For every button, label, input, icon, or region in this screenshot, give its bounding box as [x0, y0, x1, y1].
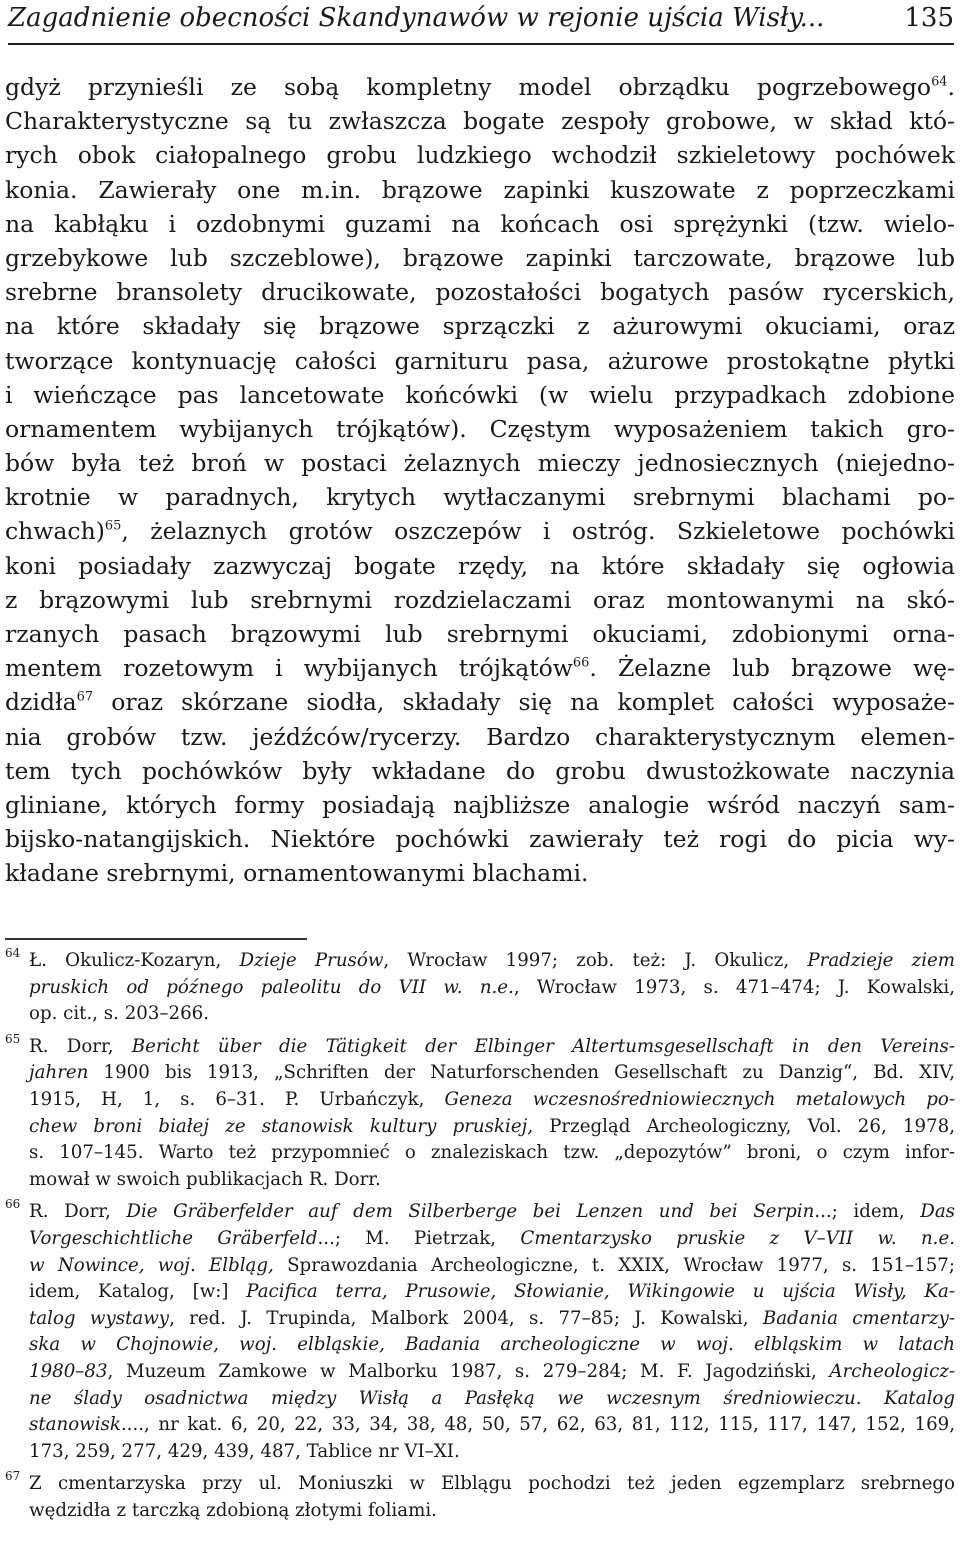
- footnotes: [5, 948, 955, 1530]
- footnote-64: 64 Ł. Okulicz-Kozaryn, Dzieje Prusów, Wrocław 1997; zob. też: J. Okulicz, Pradzieje ziem pruskich od późnego paleolitu do VII w. n.e., Wrocław 1973, s. 471–474; J. Kowalski, op. cit., s. 203–266.: [5, 946, 956, 1025]
- text-line: bijsko-natangijskich. Niektóre pochówki zawierały też rogi do picia wy-: [5, 825, 955, 854]
- text-line: tem tych pochówków były wkładane do grobu dwustożkowate naczynia: [5, 756, 955, 785]
- footnote-number: 67: [5, 1469, 21, 1484]
- text-line: bów była też broń w postaci żelaznych mieczy jednosiecznych (niejedno-: [5, 449, 955, 478]
- footnote-66: 66 R. Dorr, Die Gräberfelder auf dem Silberberge bei Lenzen und bei Serpin...; idem, Das Vorgeschichtliche Gräberfeld...; M. Pietrzak, Cmentarzysko pruskie z V–VII w. n.e. w Nowince, woj. Elbląg, Sprawozdania Archeologiczne, t. XXIX, Wrocław 1977, s. 151–157; idem, Katalog, [w:] Pacifica terra, Prusowie, Słowianie, Wikingowie u ujścia Wisły, Ka- talog wystawy, red. J. Trupinda, Malbork 2004, s. 77–85; J. Kowalski, Badania cmentarzy- ska w Chojnowie, woj. elbląskie, Badania archeologiczne w woj. elbląskim w latach 1980–83, Muzeum Zamkowe w Malborku 1987, s. 279–284; M. F. Jagodziński, Archeologicz- ne ślady osadnictwa między Wisłą a Pasłęką we wczesnym średniowieczu. Katalog stanowisk...., nr kat. 6, 20, 22, 33, 34, 38, 48, 50, 57, 62, 63, 81, 112, 115, 117, 147, 152, 169, 173, 259, 277, 429, 439, 487, Tablice nr VI–XI.: [5, 1197, 956, 1462]
- text-line: tworzące kontynuację całości garnituru pasa, ażurowe prostokątne płytki: [5, 346, 955, 375]
- text-line: Charakterystyczne są tu zwłaszcza bogate zespoły grobowe, w skład któ-: [5, 107, 955, 136]
- text-line: konia. Zawierały one m.in. brązowe zapinki kuszowate z poprzeczkami: [5, 175, 955, 204]
- text-line: nia grobów tzw. jeźdźców/rycerzy. Bardzo charakterystycznym elemen-: [5, 722, 955, 751]
- running-title: Zagadnienie obecności Skandynawów w rejonie ujścia Wisły...: [8, 3, 825, 33]
- text-line: chwach)$^{65}$, żelaznych grotów oszczepów i ostróg. Szkieletowe pochówki: [5, 517, 955, 546]
- footnote-number: 64: [5, 946, 21, 960]
- page-number: 135: [904, 3, 954, 33]
- text-line: na kabłąku i ozdobnymi guzami na końcach osi sprężynki (tzw. wielo-: [5, 209, 955, 238]
- text-line: srebrne bransolety drucikowate, pozostałości bogatych pasów rycerskich,: [5, 278, 955, 307]
- text-line: ornamentem wybijanych trójkątów). Częstym wyposażeniem takich gro-: [5, 414, 955, 443]
- text-line: na które składały się brązowe sprzączki z ażurowymi okuciami, oraz: [5, 312, 955, 341]
- footnote-number: 66: [5, 1197, 21, 1212]
- text-line: gliniane, których formy posiadają najbliższe analogie wśród naczyń sam-: [5, 790, 955, 819]
- text-line: koni posiadały zazwyczaj bogate rzędy, na które składały się ogłowia: [5, 551, 955, 580]
- header-rule: [8, 43, 954, 45]
- footnote-rule: [5, 938, 307, 940]
- text-line: dzidła$^{67}$ oraz skórzane siodła, składały się na komplet całości wyposaże-: [5, 688, 955, 717]
- running-header: [8, 0, 954, 40]
- text-line: kładane srebrnymi, ornamentowanymi blachami.: [5, 859, 589, 888]
- text-line: rzanych pasach brązowymi lub srebrnymi okuciami, zdobionymi orna-: [5, 620, 955, 648]
- footnote-ref-64[interactable]: 64: [931, 74, 948, 90]
- text-line: gdyż przynieśli ze sobą kompletny model obrządku pogrzebowego$^{64}$.: [5, 73, 955, 101]
- footnote-65: 65 R. Dorr, Bericht über die Tätigkeit der Elbinger Altertumsgesellschaft in den Vereins- jahren 1900 bis 1913, „Schriften der Naturforschenden Gesellschaft zu Danzig“, Bd. XIV, 1915, H, 1, s. 6–31. P. Urbańczyk, Geneza wczesnośredniowiecznych metalowych po- chew broni białej ze stanowisk kultury pruskiej, Przegląd Archeologiczny, Vol. 26, 1978, s. 107–145. Warto też przypomnieć o znaleziskach tzw. „depozytów” broni, o czym infor- mował w swoich publikacjach R. Dorr.: [5, 1031, 955, 1190]
- footnote-ref-66[interactable]: 66: [572, 655, 590, 671]
- text-line: i wieńczące pas lancetowate końcówki (w wielu przypadkach zdobione: [5, 380, 955, 409]
- text-line: grzebykowe lub szczeblowe), brązowe zapinki tarczowate, brązowe lub: [5, 243, 955, 272]
- footnote-number: 65: [5, 1031, 21, 1046]
- text-line: mentem rozetowym i wybijanych trójkątów$^{66}$. Żelazne lub brązowe wę-: [5, 654, 955, 683]
- text-line: rych obok ciałopalnego grobu ludzkiego wchodził szkieletowy pochówek: [5, 141, 955, 170]
- text-line: krotnie w paradnych, krytych wytłaczanymi srebrnymi blachami po-: [5, 483, 955, 512]
- footnote-ref-65[interactable]: 65: [104, 518, 122, 534]
- footnote-67: 67 Z cmentarzyska przy ul. Moniuszki w Elblągu pochodzi też jeden egzemplarz srebrnego wędzidła z tarczką zdobioną złotymi foliami.: [5, 1469, 955, 1521]
- body-paragraph: [5, 70, 955, 891]
- text-line: z brązowymi lub srebrnymi rozdzielaczami oraz montowanymi na skó-: [5, 585, 955, 614]
- footnote-ref-67[interactable]: 67: [76, 689, 94, 705]
